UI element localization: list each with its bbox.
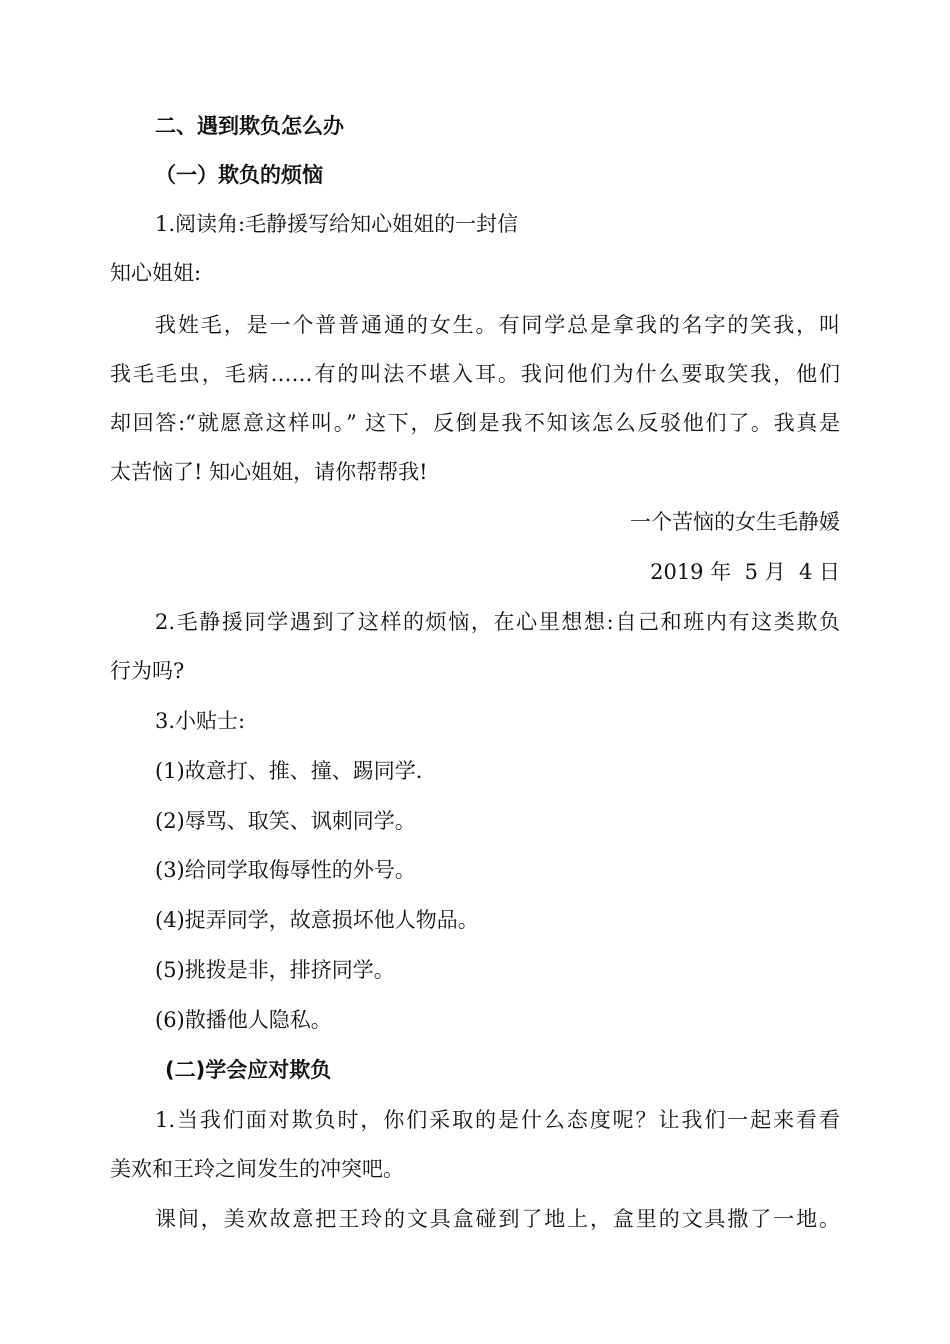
letter-date: 2019 年 5 月 4 日 <box>650 560 840 584</box>
story-line: 课间，美欢故意把王玲的文具盒碰到了地上，盒里的文具撒了一地。 <box>155 1207 840 1231</box>
tip-item: (2)辱骂、取笑、讽刺同学。 <box>155 809 416 833</box>
subsection-heading-1: （一）欺负的烦恼 <box>155 163 323 187</box>
letter-signature: 一个苦恼的女生毛静媛 <box>630 510 840 534</box>
reading-corner-item: 1.阅读角:毛静援写给知心姐姐的一封信 <box>155 212 519 236</box>
coping-item-line: 美欢和王玲之间发生的冲突吧。 <box>110 1157 404 1181</box>
coping-item-line: 1.当我们面对欺负时，你们采取的是什么态度呢？让我们一起来看看 <box>155 1108 840 1132</box>
tips-title: 3.小贴士: <box>155 709 246 733</box>
letter-body-line: 太苦恼了! 知心姐姐，请你帮帮我! <box>110 460 428 484</box>
letter-body-line: 我姓毛，是一个普普通通的女生。有同学总是拿我的名字的笑我，叫 <box>155 313 840 337</box>
tip-item: (3)给同学取侮辱性的外号。 <box>155 858 416 882</box>
tip-item: (6)散播他人隐私。 <box>155 1008 332 1032</box>
letter-body-line: 我毛毛虫，毛病……有的叫法不堪入耳。我问他们为什么要取笑我，他们 <box>110 362 840 386</box>
letter-salutation: 知心姐姐: <box>110 261 202 285</box>
letter-body-line: 却回答:“就愿意这样叫。” 这下，反倒是我不知该怎么反驳他们了。我真是 <box>110 411 840 435</box>
tip-item: (5)挑拨是非，排挤同学。 <box>155 958 395 982</box>
tip-item: (1)故意打、推、撞、踢同学. <box>155 759 423 783</box>
section-heading: 二、遇到欺负怎么办 <box>155 114 344 138</box>
tip-item: (4)捉弄同学，故意损坏他人物品。 <box>155 908 479 932</box>
reflection-item-line: 2.毛静援同学遇到了这样的烦恼，在心里想想:自己和班内有这类欺负 <box>155 610 840 634</box>
reflection-item-line: 行为吗? <box>110 659 185 683</box>
subsection-heading-2: (二)学会应对欺负 <box>165 1058 332 1082</box>
